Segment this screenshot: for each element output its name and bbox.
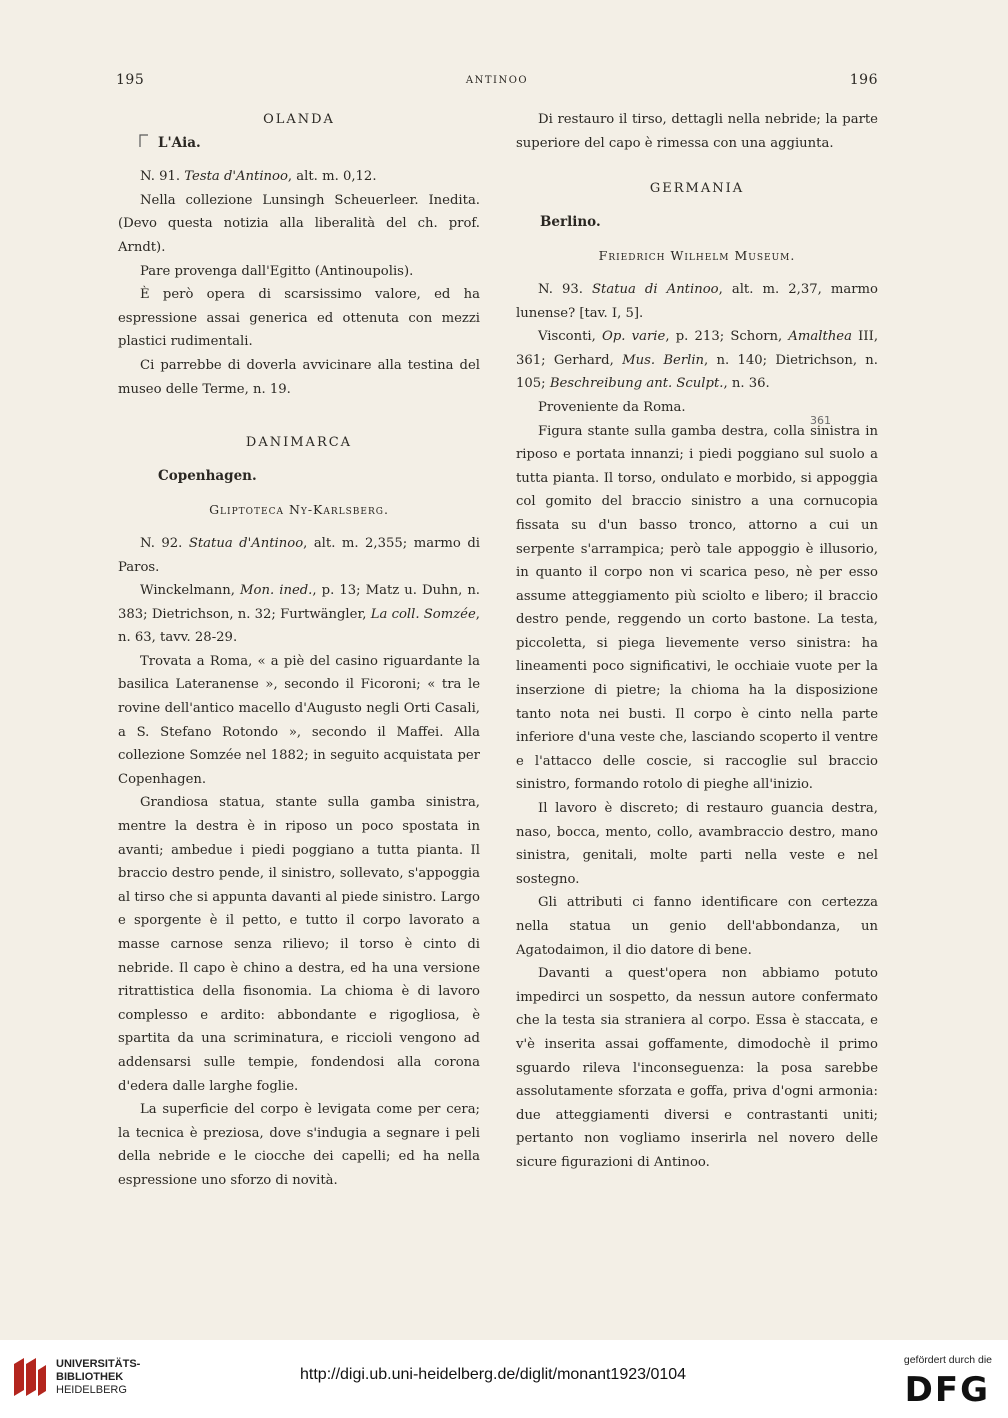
country-heading-germania: GERMANIA <box>649 181 745 197</box>
city-heading-copenhagen: Copenhagen. <box>158 467 257 484</box>
city-heading-laia: L'Aia. <box>158 134 201 151</box>
paragraph: Gli attributi ci fanno identificare con certezza nella statua un genio dell'abbondanza, un Agatodaimon, il dio datore di bene. <box>516 895 878 958</box>
paragraph: Pare provenga dall'Egitto (Antinoupolis). <box>140 263 414 279</box>
paragraph: Davanti a quest'opera non abbiamo potuto impedirci un sospetto, da nessun autore confermato che la testa sia straniera al corpo. Essa è staccata, e v'è inserita assai goffamente, dimodochè il primo sguardo rileva l'inconseguenza: la posa sarebbe assolutamente sforzata e goffa, priva d'ogni armonia: due atteggiamenti diversi e contrastanti uniti; pertanto non vogliamo inserirla nel novero delle sicure figurazioni di Antinoo. <box>516 966 878 1170</box>
entry-91: N. 91. Testa d'Antinoo, alt. m. 0,12. <box>140 169 377 185</box>
paragraph: Grandiosa statua, stante sulla gamba sinistra, mentre la destra è in riposo un poco spostata in avanti; ambedue i piedi poggiano a tutta pianta. Il braccio destro pende, il sinistro, sollevato, s'appoggia al tirso che si appunta davanti al piede sinistro. Largo e sporgente è il petto, e tutto il corpo lavorato a masse carnose senza rilievo; il torso è cinto di nebride. Il capo è chino a destra, ed ha una versione ritrattistica della fisonomia. La chioma è di lavoro complesso e ardito: abbondante e rigogliosa, è spartita da una scriminatura, e riccioli vengono ad addensarsi sulle tempie, fondendosi alla corona d'edera dalle larghe foglie. <box>118 795 480 1094</box>
digitization-footer <box>0 1340 1008 1418</box>
paragraph: È però opera di scarsissimo valore, ed ha espressione assai generica ed ottenuta con mezzi plastici rudimentali. <box>118 287 480 350</box>
right-column <box>516 108 878 1175</box>
country-heading-danimarca: DANIMARCA <box>245 435 353 451</box>
paragraph: Nella collezione Lunsingh Scheuerleer. Inedita. (Devo questa notizia alla liberalità del ch. prof. Arndt). <box>118 192 480 255</box>
paragraph: Di restauro il tirso, dettagli nella nebride; la parte superiore del capo è rimessa con una aggiunta. <box>516 112 878 151</box>
city-heading-berlino: Berlino. <box>540 213 601 230</box>
page-number-left: 195 <box>116 72 145 88</box>
paragraph: Ci parrebbe di doverla avvicinare alla testina del museo delle Terme, n. 19. <box>118 357 480 397</box>
entry-93: N. 93. Statua di Antinoo, alt. m. 2,37, marmo lunense? [tav. I, 5]. <box>516 281 878 321</box>
country-heading-olanda: OLANDA <box>263 112 335 127</box>
entry-92: N. 92. Statua d'Antinoo, alt. m. 2,355; marmo di Paros. <box>118 535 480 575</box>
running-title: ANTINOO <box>465 75 529 86</box>
library-logo-icon <box>10 1356 50 1402</box>
funding-caption: gefördert durch die <box>903 1354 992 1366</box>
paragraph: Figura stante sulla gamba destra, colla sinistra in riposo e portata innanzi; i piedi poggiano sul suolo a tutta pianta. Il torso, ondulato e morbido, si appoggia col gomito del braccio sinistro a una cornucopia fissata su d'un basso tronco, attorno a cui un serpente s'arrampica; però tale appoggio è illusorio, in quanto il corpo non vi scarica peso, nè per esso assume atteggiamento più sciolto e libero; il braccio destro pende, reggendo un corto bastone. La testa, piccoletta, si piega lievemente verso sinistra: ha lineamenti poco significativi, le occhiaie vuote per la inserzione di pietre; la chioma ha la disposizione tanto nota nei busti. Il corpo è cinto nella parte inferiore d'una veste che, lasciando scoperto il ventre e l'attacco delle coscie, si raccoglie sul braccio sinistro, formando rotolo di pieghe all'inizio. <box>516 423 878 793</box>
paragraph: Trovata a Roma, « a piè del casino riguardante la basilica Lateranense », secondo il Ficoroni; « tra le rovine dell'antico macello d'Augusto negli Orti Casali, a S. Stefano Rotondo », secondo il Maffei. Alla collezione Somzée nel 1882; in seguito acquistata per Copenhagen. <box>118 653 480 787</box>
bibliography-92: Winckelmann, Mon. ined., p. 13; Matz u. Duhn, n. 383; Dietrichson, n. 32; Furtwängler, La coll. Somzée, n. 63, tavv. 28-29. <box>118 583 480 646</box>
running-header <box>116 72 878 94</box>
left-column <box>118 108 480 1193</box>
library-name: UNIVERSITÄTS- BIBLIOTHEK HEIDELBERG <box>56 1358 141 1396</box>
paragraph: Proveniente da Roma. <box>538 399 686 415</box>
paragraph: La superficie del corpo è levigata come per cera; la tecnica è preziosa, dove s'indugia a segnare i peli della nebride e le ciocche dei capelli; ed ha nella espressione uno sforzo di novità. <box>118 1102 480 1188</box>
bibliography-93: Visconti, Op. varie, p. 213; Schorn, Amalthea III, 361; Gerhard, Mus. Berlin, n. 140; Dietrichson, n. 105; Beschreibung ant. Sculpt., n. 36. <box>516 329 879 392</box>
pencil-annotation: 361 <box>810 414 831 427</box>
page-number-right: 196 <box>849 72 878 88</box>
source-link[interactable]: http://digi.ub.uni-heidelberg.de/diglit/monant1923/0104 <box>300 1366 687 1383</box>
museum-heading-gliptoteca: Gliptoteca Ny-Karlsberg. <box>209 502 389 518</box>
dfg-logo: DFG <box>904 1370 990 1410</box>
museum-heading-friedrich-wilhelm: Friedrich Wilhelm Museum. <box>598 248 796 264</box>
paragraph: Il lavoro è discreto; di restauro guancia destra, naso, bocca, mento, collo, avambraccio destro, mano sinistra, genitali, molte parti nella veste e nel sostegno. <box>516 801 878 887</box>
